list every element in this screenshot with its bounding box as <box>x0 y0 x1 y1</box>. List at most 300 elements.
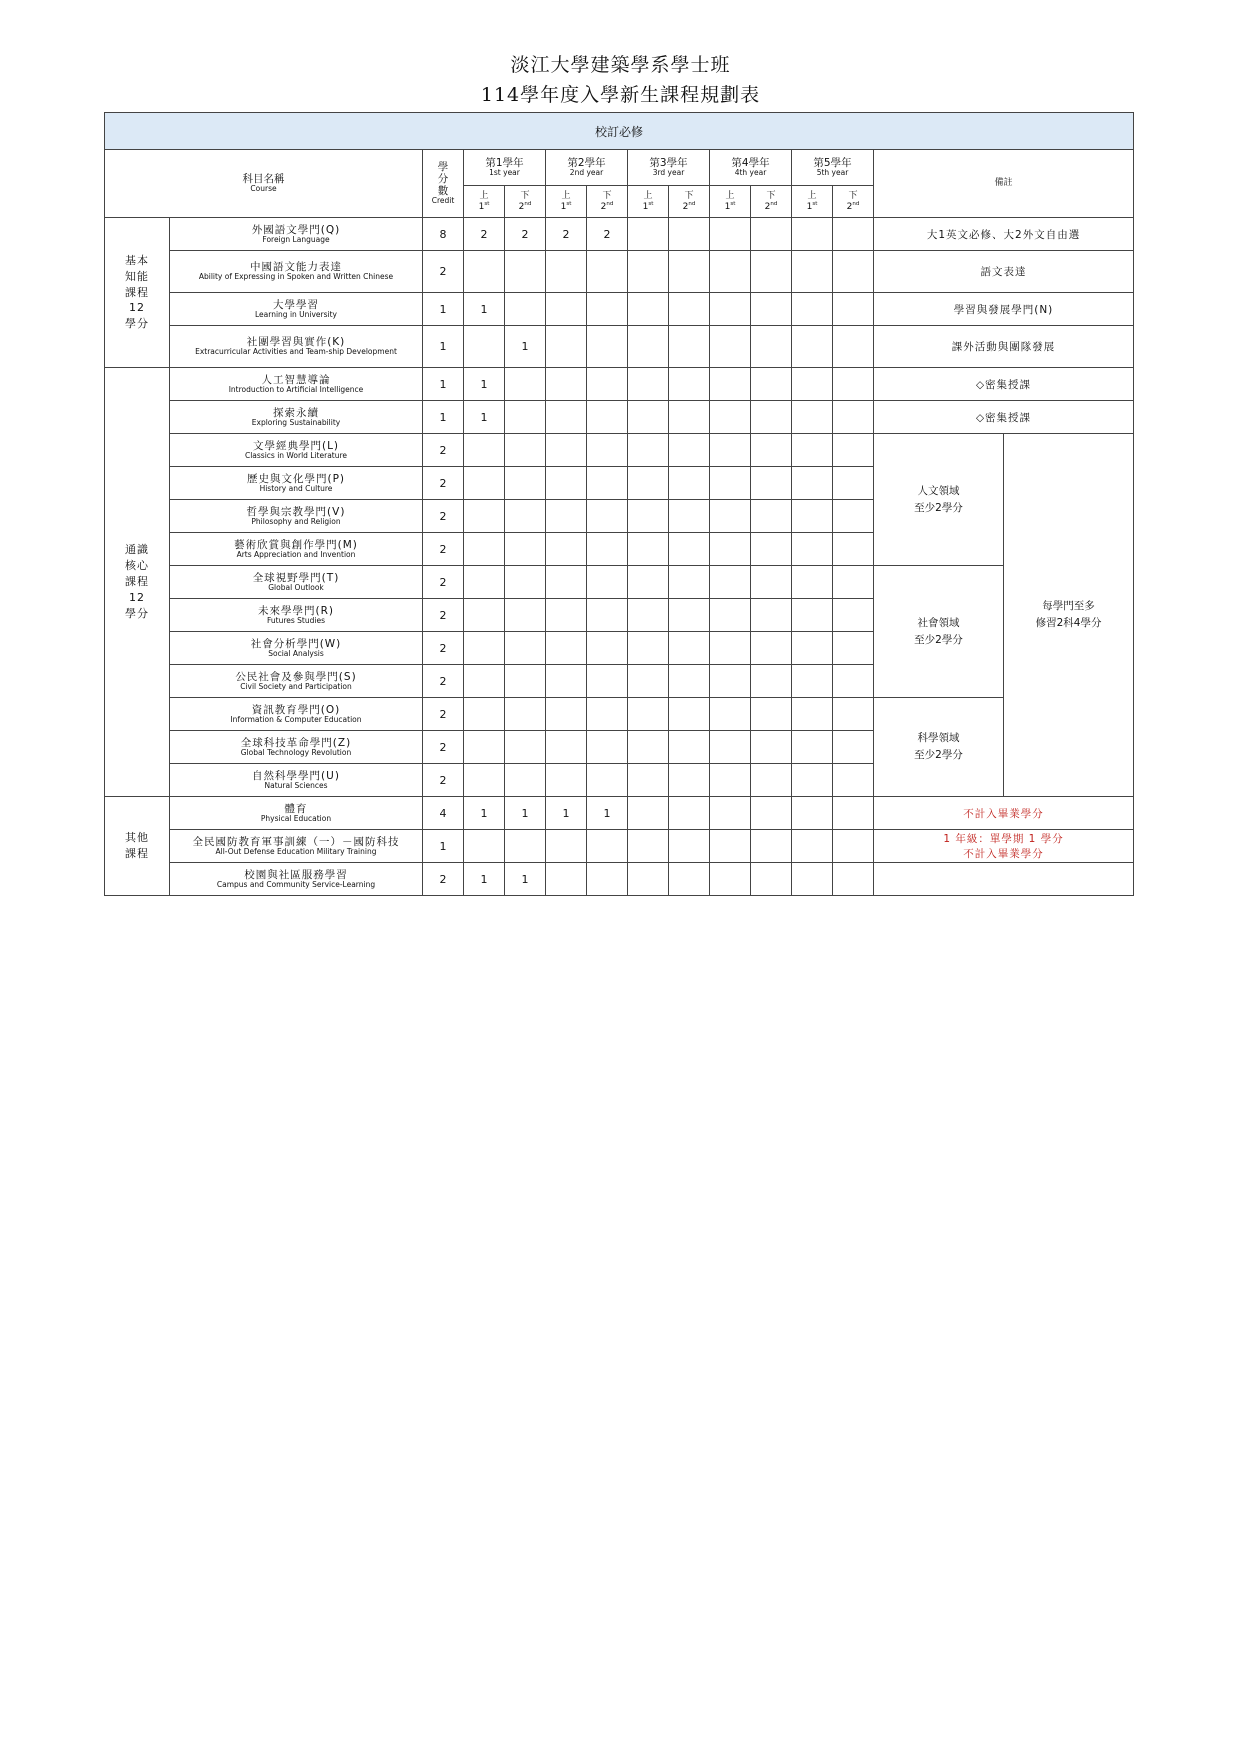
semester-credit-cell <box>751 863 792 896</box>
course-name-en: Futures Studies <box>267 615 325 625</box>
semester-credit-cell <box>587 632 628 665</box>
semester-credit-cell <box>546 566 587 599</box>
semester-credit-cell <box>710 533 751 566</box>
semester-credit-cell <box>710 326 751 368</box>
semester-credit-cell: 2 <box>464 218 505 251</box>
table-row <box>105 326 1134 368</box>
course-cell <box>170 797 423 830</box>
semester-header <box>464 186 505 218</box>
semester-credit-cell <box>505 251 546 293</box>
social-group-line: 社會領域 <box>917 616 960 629</box>
category-cell <box>105 797 170 896</box>
semester-credit-cell: 1 <box>464 368 505 401</box>
course-name-en: Social Analysis <box>268 648 324 658</box>
semester-credit-cell: 2 <box>546 218 587 251</box>
semester-number: 1 <box>560 202 567 212</box>
semester-credit-cell <box>587 467 628 500</box>
semester-credit-cell <box>546 632 587 665</box>
semester-credit-cell <box>587 566 628 599</box>
semester-credit-cell <box>587 731 628 764</box>
course-cell <box>170 731 423 764</box>
course-name-zh: 歷史與文化學門(P) <box>246 472 346 485</box>
semester-credit-cell <box>751 665 792 698</box>
semester-credit-cell: 1 <box>464 401 505 434</box>
science-group-cell <box>874 698 1004 797</box>
semester-credit-cell <box>792 599 833 632</box>
year-header-en: 5th year <box>816 168 849 178</box>
semester-label: 上 <box>479 190 489 201</box>
semester-credit-cell: 1 <box>505 863 546 896</box>
semester-credit-cell <box>669 599 710 632</box>
year-header <box>628 150 710 186</box>
semester-credit-cell: 1 <box>464 797 505 830</box>
semester-number: 2 <box>682 202 689 212</box>
course-header-en: Course <box>250 184 277 194</box>
semester-credit-cell <box>833 467 874 500</box>
remark-line: 不計入畢業學分 <box>963 848 1044 860</box>
semester-ordinal <box>464 201 504 212</box>
semester-credit-cell <box>628 218 669 251</box>
table-row <box>105 434 1134 467</box>
course-name-zh: 社團學習與實作(K) <box>246 336 346 349</box>
semester-number: 2 <box>518 202 525 212</box>
semester-credit-cell <box>833 797 874 830</box>
semester-number: 1 <box>724 202 731 212</box>
course-cell <box>170 401 423 434</box>
table-row <box>105 863 1134 896</box>
semester-credit-cell <box>628 500 669 533</box>
semester-suffix: nd <box>770 201 778 207</box>
semester-credit-cell <box>751 566 792 599</box>
semester-credit-cell <box>505 434 546 467</box>
semester-credit-cell <box>628 599 669 632</box>
remarks-header: 備註 <box>874 150 1134 218</box>
semester-label: 下 <box>684 190 694 201</box>
category-cell <box>105 218 170 368</box>
semester-ordinal <box>628 201 668 212</box>
semester-credit-cell <box>710 665 751 698</box>
semester-credit-cell <box>710 731 751 764</box>
semester-credit-cell <box>833 731 874 764</box>
semester-credit-cell <box>751 632 792 665</box>
semester-credit-cell <box>710 251 751 293</box>
semester-credit-cell <box>669 830 710 863</box>
humanities-group-line: 人文領域 <box>917 484 960 497</box>
semester-credit-cell <box>546 599 587 632</box>
course-cell <box>170 326 423 368</box>
semester-credit-cell: 1 <box>546 797 587 830</box>
category-line: 12 <box>129 590 145 604</box>
course-name-zh: 人工智慧導論 <box>261 373 331 386</box>
semester-credit-cell <box>710 764 751 797</box>
semester-header <box>710 186 751 218</box>
semester-credit-cell <box>751 368 792 401</box>
semester-credit-cell <box>751 599 792 632</box>
course-cell <box>170 467 423 500</box>
semester-credit-cell <box>710 863 751 896</box>
semester-credit-cell <box>792 251 833 293</box>
semester-credit-cell <box>792 368 833 401</box>
semester-credit-cell <box>792 434 833 467</box>
credit-cell: 2 <box>423 467 464 500</box>
semester-credit-cell <box>792 863 833 896</box>
course-cell <box>170 665 423 698</box>
credit-cell: 1 <box>423 326 464 368</box>
year-header-zh: 第2學年 <box>567 157 606 170</box>
semester-number: 1 <box>806 202 813 212</box>
course-name-en: Learning in University <box>255 309 337 319</box>
course-cell <box>170 251 423 293</box>
semester-credit-cell <box>792 797 833 830</box>
semester-credit-cell <box>710 797 751 830</box>
table-row <box>105 401 1134 434</box>
semester-credit-cell <box>546 326 587 368</box>
semester-credit-cell <box>587 830 628 863</box>
year-header-zh: 第5學年 <box>813 157 852 170</box>
semester-credit-cell: 2 <box>587 218 628 251</box>
semester-credit-cell <box>505 632 546 665</box>
course-name-en: Ability of Expressing in Spoken and Written Chinese <box>198 272 394 282</box>
semester-label: 上 <box>561 190 571 201</box>
semester-credit-cell <box>710 566 751 599</box>
humanities-group-line: 至少2學分 <box>914 501 963 514</box>
semester-credit-cell <box>833 863 874 896</box>
semester-credit-cell <box>546 830 587 863</box>
semester-credit-cell <box>669 665 710 698</box>
semester-credit-cell <box>792 731 833 764</box>
semester-credit-cell <box>669 434 710 467</box>
course-name-zh: 校園與社區服務學習 <box>244 868 348 881</box>
semester-credit-cell <box>505 599 546 632</box>
course-name-zh: 文學經典學門(L) <box>252 439 340 452</box>
semester-credit-cell <box>628 797 669 830</box>
category-line: 基本 <box>125 253 149 267</box>
year-header-zh: 第4學年 <box>731 157 770 170</box>
semester-credit-cell <box>669 218 710 251</box>
semester-credit-cell <box>833 533 874 566</box>
social-group-cell <box>874 566 1004 698</box>
semester-credit-cell <box>833 326 874 368</box>
semester-credit-cell <box>464 533 505 566</box>
banner-row <box>105 113 1134 150</box>
category-cell <box>105 368 170 797</box>
semester-credit-cell <box>833 599 874 632</box>
semester-credit-cell <box>669 797 710 830</box>
course-name-en: Global Technology Revolution <box>240 747 352 757</box>
semester-ordinal <box>546 201 586 212</box>
remark-cell <box>874 830 1134 863</box>
semester-credit-cell <box>710 599 751 632</box>
category-line: 學分 <box>125 606 149 620</box>
credit-cell: 2 <box>423 863 464 896</box>
semester-credit-cell <box>751 500 792 533</box>
semester-credit-cell <box>505 830 546 863</box>
table-row <box>105 251 1134 293</box>
limit-note-line: 每學門至多 <box>1042 600 1095 613</box>
semester-credit-cell <box>464 434 505 467</box>
table-row <box>105 293 1134 326</box>
semester-credit-cell <box>587 764 628 797</box>
course-name-zh: 未來學學門(R) <box>258 604 334 617</box>
semester-credit-cell <box>710 434 751 467</box>
course-name-zh: 全球視野學門(T) <box>252 571 340 584</box>
semester-credit-cell <box>587 863 628 896</box>
semester-label: 下 <box>520 190 530 201</box>
remark-cell: 不計入畢業學分 <box>874 797 1134 830</box>
semester-credit-cell <box>710 698 751 731</box>
semester-credit-cell <box>587 326 628 368</box>
semester-number: 1 <box>642 202 649 212</box>
course-cell <box>170 533 423 566</box>
semester-credit-cell <box>833 401 874 434</box>
course-name-zh: 社會分析學門(W) <box>250 637 342 650</box>
semester-credit-cell <box>710 368 751 401</box>
semester-credit-cell <box>751 434 792 467</box>
semester-credit-cell <box>587 434 628 467</box>
semester-credit-cell: 1 <box>587 797 628 830</box>
semester-credit-cell <box>792 533 833 566</box>
course-name-en: Exploring Sustainability <box>251 417 341 427</box>
semester-credit-cell <box>710 401 751 434</box>
course-name-en: Arts Appreciation and Invention <box>236 549 356 559</box>
semester-credit-cell <box>751 293 792 326</box>
semester-credit-cell <box>505 401 546 434</box>
year-header <box>464 150 546 186</box>
category-line: 知能 <box>125 269 149 283</box>
course-cell <box>170 863 423 896</box>
course-name-en: All-Out Defense Education Military Training <box>215 846 377 856</box>
semester-credit-cell <box>546 401 587 434</box>
semester-header <box>505 186 546 218</box>
table-row <box>105 566 1134 599</box>
credit-cell: 2 <box>423 698 464 731</box>
semester-credit-cell <box>587 251 628 293</box>
science-group-line: 科學領域 <box>917 732 960 745</box>
category-line: 課程 <box>125 285 149 299</box>
course-name-zh: 探索永續 <box>273 406 319 419</box>
semester-credit-cell <box>628 533 669 566</box>
semester-credit-cell <box>628 632 669 665</box>
course-name-en: Campus and Community Service-Learning <box>216 879 376 889</box>
semester-label: 下 <box>766 190 776 201</box>
semester-ordinal <box>833 201 873 212</box>
semester-credit-cell <box>587 698 628 731</box>
semester-credit-cell <box>669 863 710 896</box>
semester-credit-cell <box>833 218 874 251</box>
semester-suffix: nd <box>524 201 532 207</box>
credit-cell: 2 <box>423 632 464 665</box>
semester-number: 2 <box>846 202 853 212</box>
limit-note-line: 修習2科4學分 <box>1035 617 1102 629</box>
credit-header-c3: 數 <box>437 185 449 198</box>
semester-credit-cell: 1 <box>505 797 546 830</box>
semester-credit-cell <box>628 467 669 500</box>
course-name-en: Classics in World Literature <box>244 450 348 460</box>
semester-label: 上 <box>643 190 653 201</box>
semester-credit-cell <box>792 632 833 665</box>
semester-header <box>792 186 833 218</box>
semester-credit-cell <box>669 566 710 599</box>
semester-credit-cell <box>669 500 710 533</box>
science-group-line: 至少2學分 <box>914 749 963 761</box>
credit-cell: 1 <box>423 293 464 326</box>
semester-credit-cell <box>546 731 587 764</box>
semester-credit-cell <box>546 764 587 797</box>
course-name-en: Civil Society and Participation <box>240 681 352 691</box>
semester-credit-cell <box>628 665 669 698</box>
semester-credit-cell <box>464 665 505 698</box>
course-cell <box>170 566 423 599</box>
course-name-en: Extracurricular Activities and Team-ship Development <box>195 347 397 357</box>
course-cell <box>170 500 423 533</box>
semester-credit-cell <box>505 500 546 533</box>
semester-label: 下 <box>602 190 612 201</box>
semester-credit-cell <box>628 830 669 863</box>
semester-credit-cell <box>751 830 792 863</box>
semester-credit-cell <box>669 326 710 368</box>
credit-header-en: Credit <box>431 196 455 206</box>
limit-note-cell <box>1004 434 1134 797</box>
semester-credit-cell <box>464 566 505 599</box>
semester-credit-cell <box>669 368 710 401</box>
semester-credit-cell <box>464 632 505 665</box>
semester-credit-cell <box>628 368 669 401</box>
course-cell <box>170 764 423 797</box>
category-line: 核心 <box>125 559 149 573</box>
semester-credit-cell <box>669 533 710 566</box>
course-cell <box>170 293 423 326</box>
course-name-zh: 全球科技革命學門(Z) <box>240 736 352 749</box>
category-line: 課程 <box>125 575 149 589</box>
semester-suffix: st <box>730 201 736 207</box>
semester-credit-cell <box>464 500 505 533</box>
semester-suffix: nd <box>852 201 860 207</box>
semester-credit-cell <box>546 251 587 293</box>
semester-credit-cell <box>628 731 669 764</box>
semester-credit-cell <box>628 326 669 368</box>
course-name-zh: 中國語文能力表達 <box>250 261 342 274</box>
semester-credit-cell <box>505 731 546 764</box>
semester-credit-cell <box>751 797 792 830</box>
humanities-group-cell <box>874 434 1004 566</box>
semester-header <box>833 186 874 218</box>
credit-cell: 2 <box>423 500 464 533</box>
semester-credit-cell <box>587 368 628 401</box>
semester-credit-cell <box>792 764 833 797</box>
remark-cell: 課外活動與團隊發展 <box>874 326 1134 368</box>
semester-credit-cell <box>833 665 874 698</box>
course-name-zh: 公民社會及參與學門(S) <box>235 670 357 683</box>
semester-credit-cell <box>546 434 587 467</box>
semester-credit-cell: 1 <box>464 293 505 326</box>
semester-credit-cell <box>833 632 874 665</box>
category-line: 學分 <box>125 317 149 331</box>
semester-credit-cell <box>546 500 587 533</box>
semester-credit-cell <box>669 467 710 500</box>
semester-credit-cell <box>628 401 669 434</box>
semester-credit-cell <box>751 731 792 764</box>
semester-header <box>669 186 710 218</box>
semester-credit-cell <box>792 326 833 368</box>
semester-credit-cell <box>628 251 669 293</box>
semester-credit-cell <box>669 293 710 326</box>
semester-ordinal <box>505 201 545 212</box>
credit-header-c1: 學 <box>437 161 449 174</box>
semester-credit-cell <box>833 764 874 797</box>
semester-credit-cell <box>792 566 833 599</box>
semester-credit-cell <box>464 326 505 368</box>
remark-cell: ◇密集授課 <box>874 368 1134 401</box>
semester-credit-cell <box>751 698 792 731</box>
semester-credit-cell <box>792 665 833 698</box>
semester-credit-cell <box>464 251 505 293</box>
semester-credit-cell <box>505 293 546 326</box>
banner-label: 校訂必修 <box>105 113 1134 150</box>
semester-credit-cell <box>546 368 587 401</box>
semester-credit-cell <box>505 368 546 401</box>
semester-credit-cell <box>505 533 546 566</box>
social-group-line: 至少2學分 <box>914 633 963 646</box>
semester-number: 2 <box>600 202 607 212</box>
semester-credit-cell <box>669 401 710 434</box>
semester-credit-cell <box>464 731 505 764</box>
semester-credit-cell <box>546 698 587 731</box>
credit-cell: 2 <box>423 764 464 797</box>
semester-credit-cell <box>546 863 587 896</box>
remark-cell: 大1英文必修、大2外文自由選 <box>874 218 1134 251</box>
course-name-zh: 資訊教育學門(O) <box>251 703 341 716</box>
semester-credit-cell <box>546 293 587 326</box>
document-title: 淡江大學建築學系學士班 <box>510 54 731 76</box>
semester-credit-cell <box>710 218 751 251</box>
semester-credit-cell <box>751 401 792 434</box>
semester-credit-cell <box>546 665 587 698</box>
semester-label: 上 <box>725 190 735 201</box>
credit-cell: 2 <box>423 566 464 599</box>
remark-cell <box>874 863 1134 896</box>
credit-cell: 2 <box>423 599 464 632</box>
course-name-zh: 全民國防教育軍事訓練（一）－國防科技 <box>192 835 400 848</box>
semester-credit-cell <box>628 566 669 599</box>
semester-credit-cell <box>792 698 833 731</box>
semester-credit-cell <box>833 830 874 863</box>
semester-credit-cell <box>587 500 628 533</box>
semester-ordinal <box>710 201 750 212</box>
semester-header <box>751 186 792 218</box>
credit-cell: 2 <box>423 434 464 467</box>
semester-suffix: nd <box>606 201 614 207</box>
category-line: 通識 <box>125 543 149 557</box>
course-cell <box>170 434 423 467</box>
credit-header-c2: 分 <box>437 173 449 186</box>
semester-credit-cell <box>628 434 669 467</box>
semester-credit-cell <box>546 467 587 500</box>
semester-credit-cell <box>464 698 505 731</box>
course-cell <box>170 632 423 665</box>
year-header-zh: 第1學年 <box>485 157 524 170</box>
credit-cell: 2 <box>423 533 464 566</box>
semester-credit-cell <box>505 764 546 797</box>
semester-credit-cell <box>505 665 546 698</box>
semester-credit-cell <box>792 293 833 326</box>
semester-credit-cell <box>505 698 546 731</box>
semester-ordinal <box>792 201 832 212</box>
semester-label: 上 <box>807 190 817 201</box>
credit-cell: 2 <box>423 731 464 764</box>
semester-credit-cell <box>792 830 833 863</box>
semester-credit-cell <box>710 632 751 665</box>
semester-credit-cell <box>751 326 792 368</box>
